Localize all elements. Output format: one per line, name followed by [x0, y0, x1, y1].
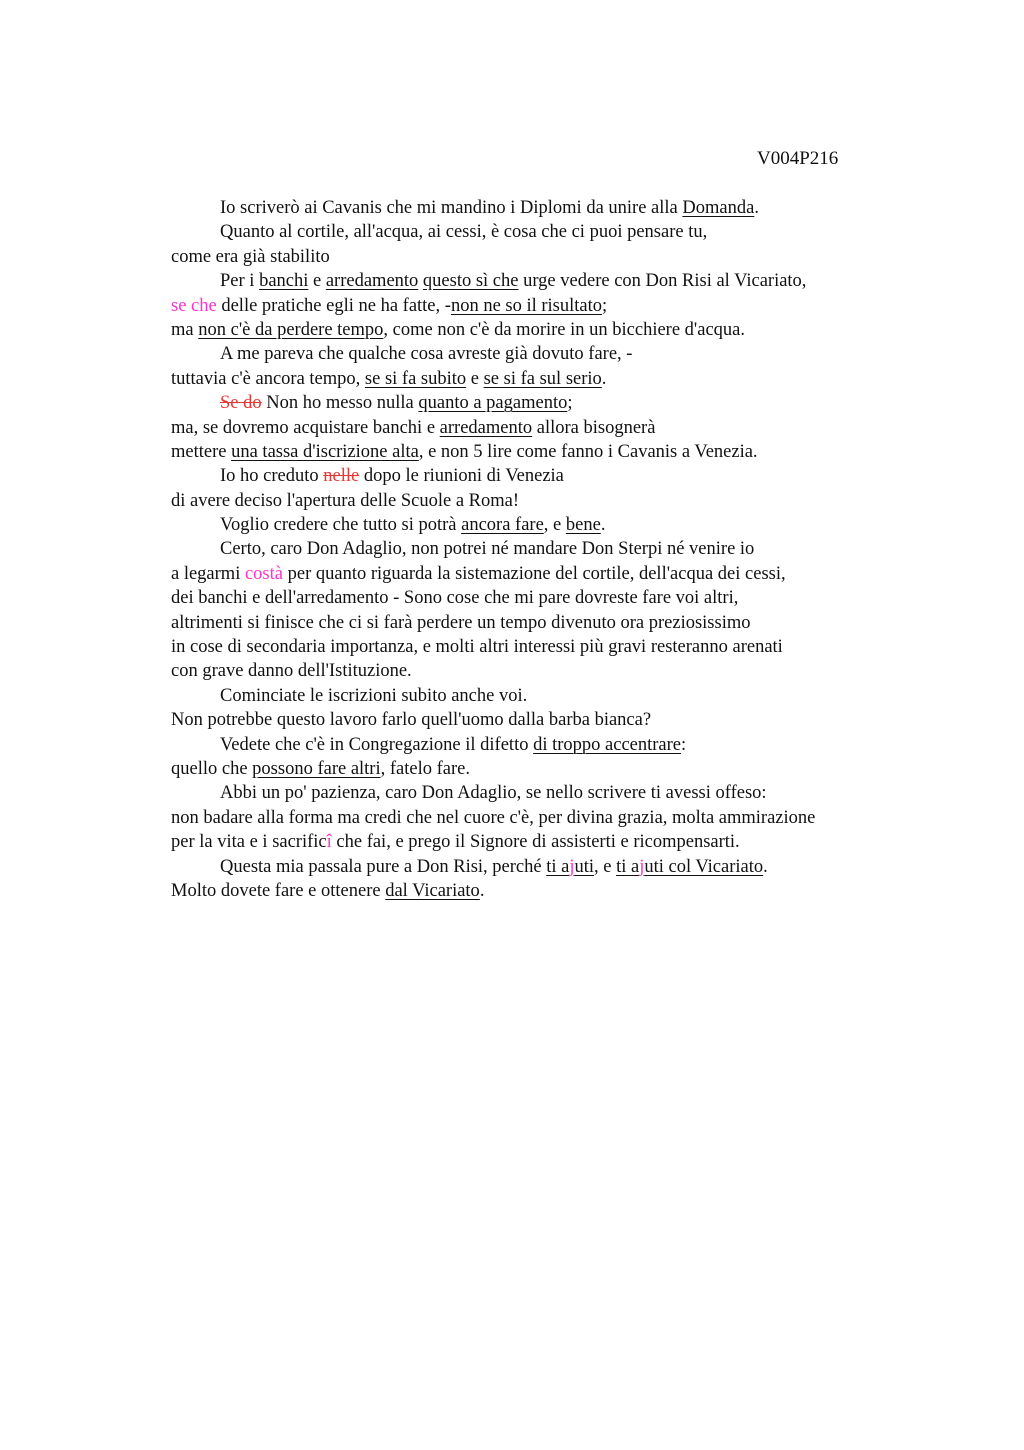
text-line: [171, 464, 931, 488]
underlined-text: ti a: [546, 856, 570, 877]
text-segment: Io ho creduto: [220, 466, 324, 487]
underlined-text: arredamento: [325, 271, 419, 292]
text-segment: :: [681, 734, 687, 755]
text-segment: Io scriverò ai Cavanis che mi mandino i Diplomi da unire alla: [220, 198, 683, 218]
text-segment: ;: [602, 295, 608, 316]
underlined-text: una tassa d'iscrizione alta: [231, 441, 419, 462]
underlined-text: bene: [565, 515, 601, 536]
text-line: [171, 562, 931, 586]
text-segment: con grave danno dell'Istituzione.: [171, 661, 412, 682]
text-segment: per quanto riguarda la sistemazione del cortile, dell'acqua dei cessi,: [282, 563, 786, 584]
text-line: [171, 659, 931, 683]
text-line: [171, 416, 931, 440]
text-line: [171, 806, 931, 830]
underlined-text: ti a: [616, 856, 640, 877]
page-identifier: V004P216: [757, 148, 839, 169]
text-line: [171, 318, 931, 342]
text-segment: Certo, caro Don Adaglio, non potrei né mandare Don Sterpi né venire io: [220, 539, 755, 560]
text-segment: delle pratiche egli ne ha fatte, -: [216, 295, 451, 316]
text-segment: , e non 5 lire come fanno i Cavanis a Venezia.: [418, 441, 758, 462]
text-segment: , come non c'è da morire in un bicchiere d'acqua.: [383, 319, 746, 340]
text-segment: Per i: [220, 271, 260, 292]
text-line: [171, 611, 931, 635]
text-segment: e: [466, 368, 484, 389]
text-segment: dei banchi e dell'arredamento - Sono cose che mi pare dovreste fare voi altri,: [171, 588, 739, 609]
inserted-text: se che: [171, 295, 217, 316]
text-segment: come era già stabilito: [171, 246, 330, 267]
text-line: [171, 269, 931, 293]
underlined-text: non ne so il risultato: [450, 295, 603, 316]
text-line: [171, 391, 931, 415]
text-line: [171, 513, 931, 537]
text-segment: tuttavia c'è ancora tempo,: [171, 368, 365, 389]
text-line: [171, 367, 931, 391]
underlined-text: Domanda: [682, 198, 755, 218]
underlined-text: dal Vicariato: [385, 880, 480, 901]
text-segment: Quanto al cortile, all'acqua, ai cessi, è cosa che ci puoi pensare tu,: [220, 222, 708, 243]
text-segment: .: [600, 515, 606, 536]
text-segment: .: [479, 880, 485, 901]
inserted-text: î: [326, 832, 332, 853]
text-segment: .: [754, 198, 759, 218]
text-segment: Abbi un po' pazienza, caro Don Adaglio, se nello scrivere ti avessi offeso:: [220, 783, 767, 804]
text-segment: .: [601, 368, 607, 389]
text-segment: Molto dovete fare e ottenere: [171, 880, 386, 901]
text-segment: mettere: [171, 441, 232, 462]
text-segment: ma: [171, 319, 199, 340]
text-segment: Voglio credere che tutto si potrà: [220, 515, 462, 536]
underlined-text: quanto a pagamento: [418, 393, 568, 414]
text-line: [171, 708, 931, 732]
text-segment: urge vedere con Don Risi al Vicariato,: [518, 271, 807, 292]
text-segment: e: [308, 271, 326, 292]
text-line: [171, 879, 931, 903]
text-segment: , fatelo fare.: [380, 758, 470, 779]
text-line: [171, 757, 931, 781]
text-segment: dopo le riunioni di Venezia: [359, 466, 564, 487]
text-segment: a legarmi: [171, 563, 245, 584]
text-segment: .: [763, 856, 768, 877]
letter-body: [171, 196, 931, 903]
text-segment: Non potrebbe questo lavoro farlo quell'uomo dalla barba bianca?: [171, 710, 652, 731]
text-line: [171, 440, 931, 464]
underlined-text: uti: [574, 856, 595, 877]
underlined-text: banchi: [259, 271, 309, 292]
text-segment: quello che: [171, 758, 253, 779]
text-segment: , e: [594, 856, 617, 877]
text-line: [171, 855, 931, 879]
text-segment: allora bisognerà: [532, 417, 656, 438]
text-segment: Vedete che c'è in Congregazione il difetto: [220, 734, 534, 755]
inserted-text: costà: [244, 563, 283, 584]
text-line: [171, 635, 931, 659]
text-segment: Non ho messo nulla: [261, 393, 419, 414]
underlined-text: non c'è da perdere tempo: [198, 319, 384, 340]
text-segment: ;: [567, 393, 573, 414]
text-segment: per la vita e i sacrific: [171, 832, 327, 853]
deleted-text: Se do: [220, 393, 262, 414]
text-line: [171, 196, 931, 220]
text-segment: in cose di secondaria importanza, e molti altri interessi più gravi resteranno arenati: [171, 637, 783, 658]
underlined-text: se si fa subito: [364, 368, 467, 389]
text-segment: non badare alla forma ma credi che nel cuore c'è, per divina grazia, molta ammirazione: [171, 807, 816, 828]
underlined-text: uti col Vicariato: [644, 856, 764, 877]
text-segment: di avere deciso l'apertura delle Scuole a Roma!: [171, 490, 520, 511]
text-line: [171, 245, 931, 269]
inserted-text: j: [569, 856, 575, 877]
text-line: [171, 489, 931, 513]
text-segment: Cominciate le iscrizioni subito anche voi.: [220, 685, 528, 706]
text-line: [171, 684, 931, 708]
deleted-text: nelle: [323, 466, 360, 487]
text-line: [171, 830, 931, 854]
text-segment: Questa mia passala pure a Don Risi, perché: [220, 856, 547, 877]
text-line: [171, 586, 931, 610]
underlined-text: se si fa sul serio: [483, 368, 602, 389]
underlined-text: questo sì che: [422, 271, 519, 292]
text-line: [171, 342, 931, 366]
text-line: [171, 294, 931, 318]
text-line: [171, 733, 931, 757]
underlined-text: ancora fare: [461, 515, 544, 536]
text-line: [171, 220, 931, 244]
inserted-text: j: [639, 856, 645, 877]
underlined-text: possono fare altri: [252, 758, 381, 779]
underlined-text: di troppo accentrare: [533, 734, 682, 755]
text-segment: che fai, e prego il Signore di assisterti e ricompensarti.: [331, 832, 740, 853]
text-segment: ma, se dovremo acquistare banchi e: [171, 417, 440, 438]
underlined-text: arredamento: [439, 417, 533, 438]
text-segment: altrimenti si finisce che ci si farà perdere un tempo divenuto ora preziosissimo: [171, 612, 751, 633]
text-segment: , e: [543, 515, 566, 536]
text-line: [171, 781, 931, 805]
text-line: [171, 537, 931, 561]
text-segment: A me pareva che qualche cosa avreste già dovuto fare, -: [220, 344, 633, 365]
